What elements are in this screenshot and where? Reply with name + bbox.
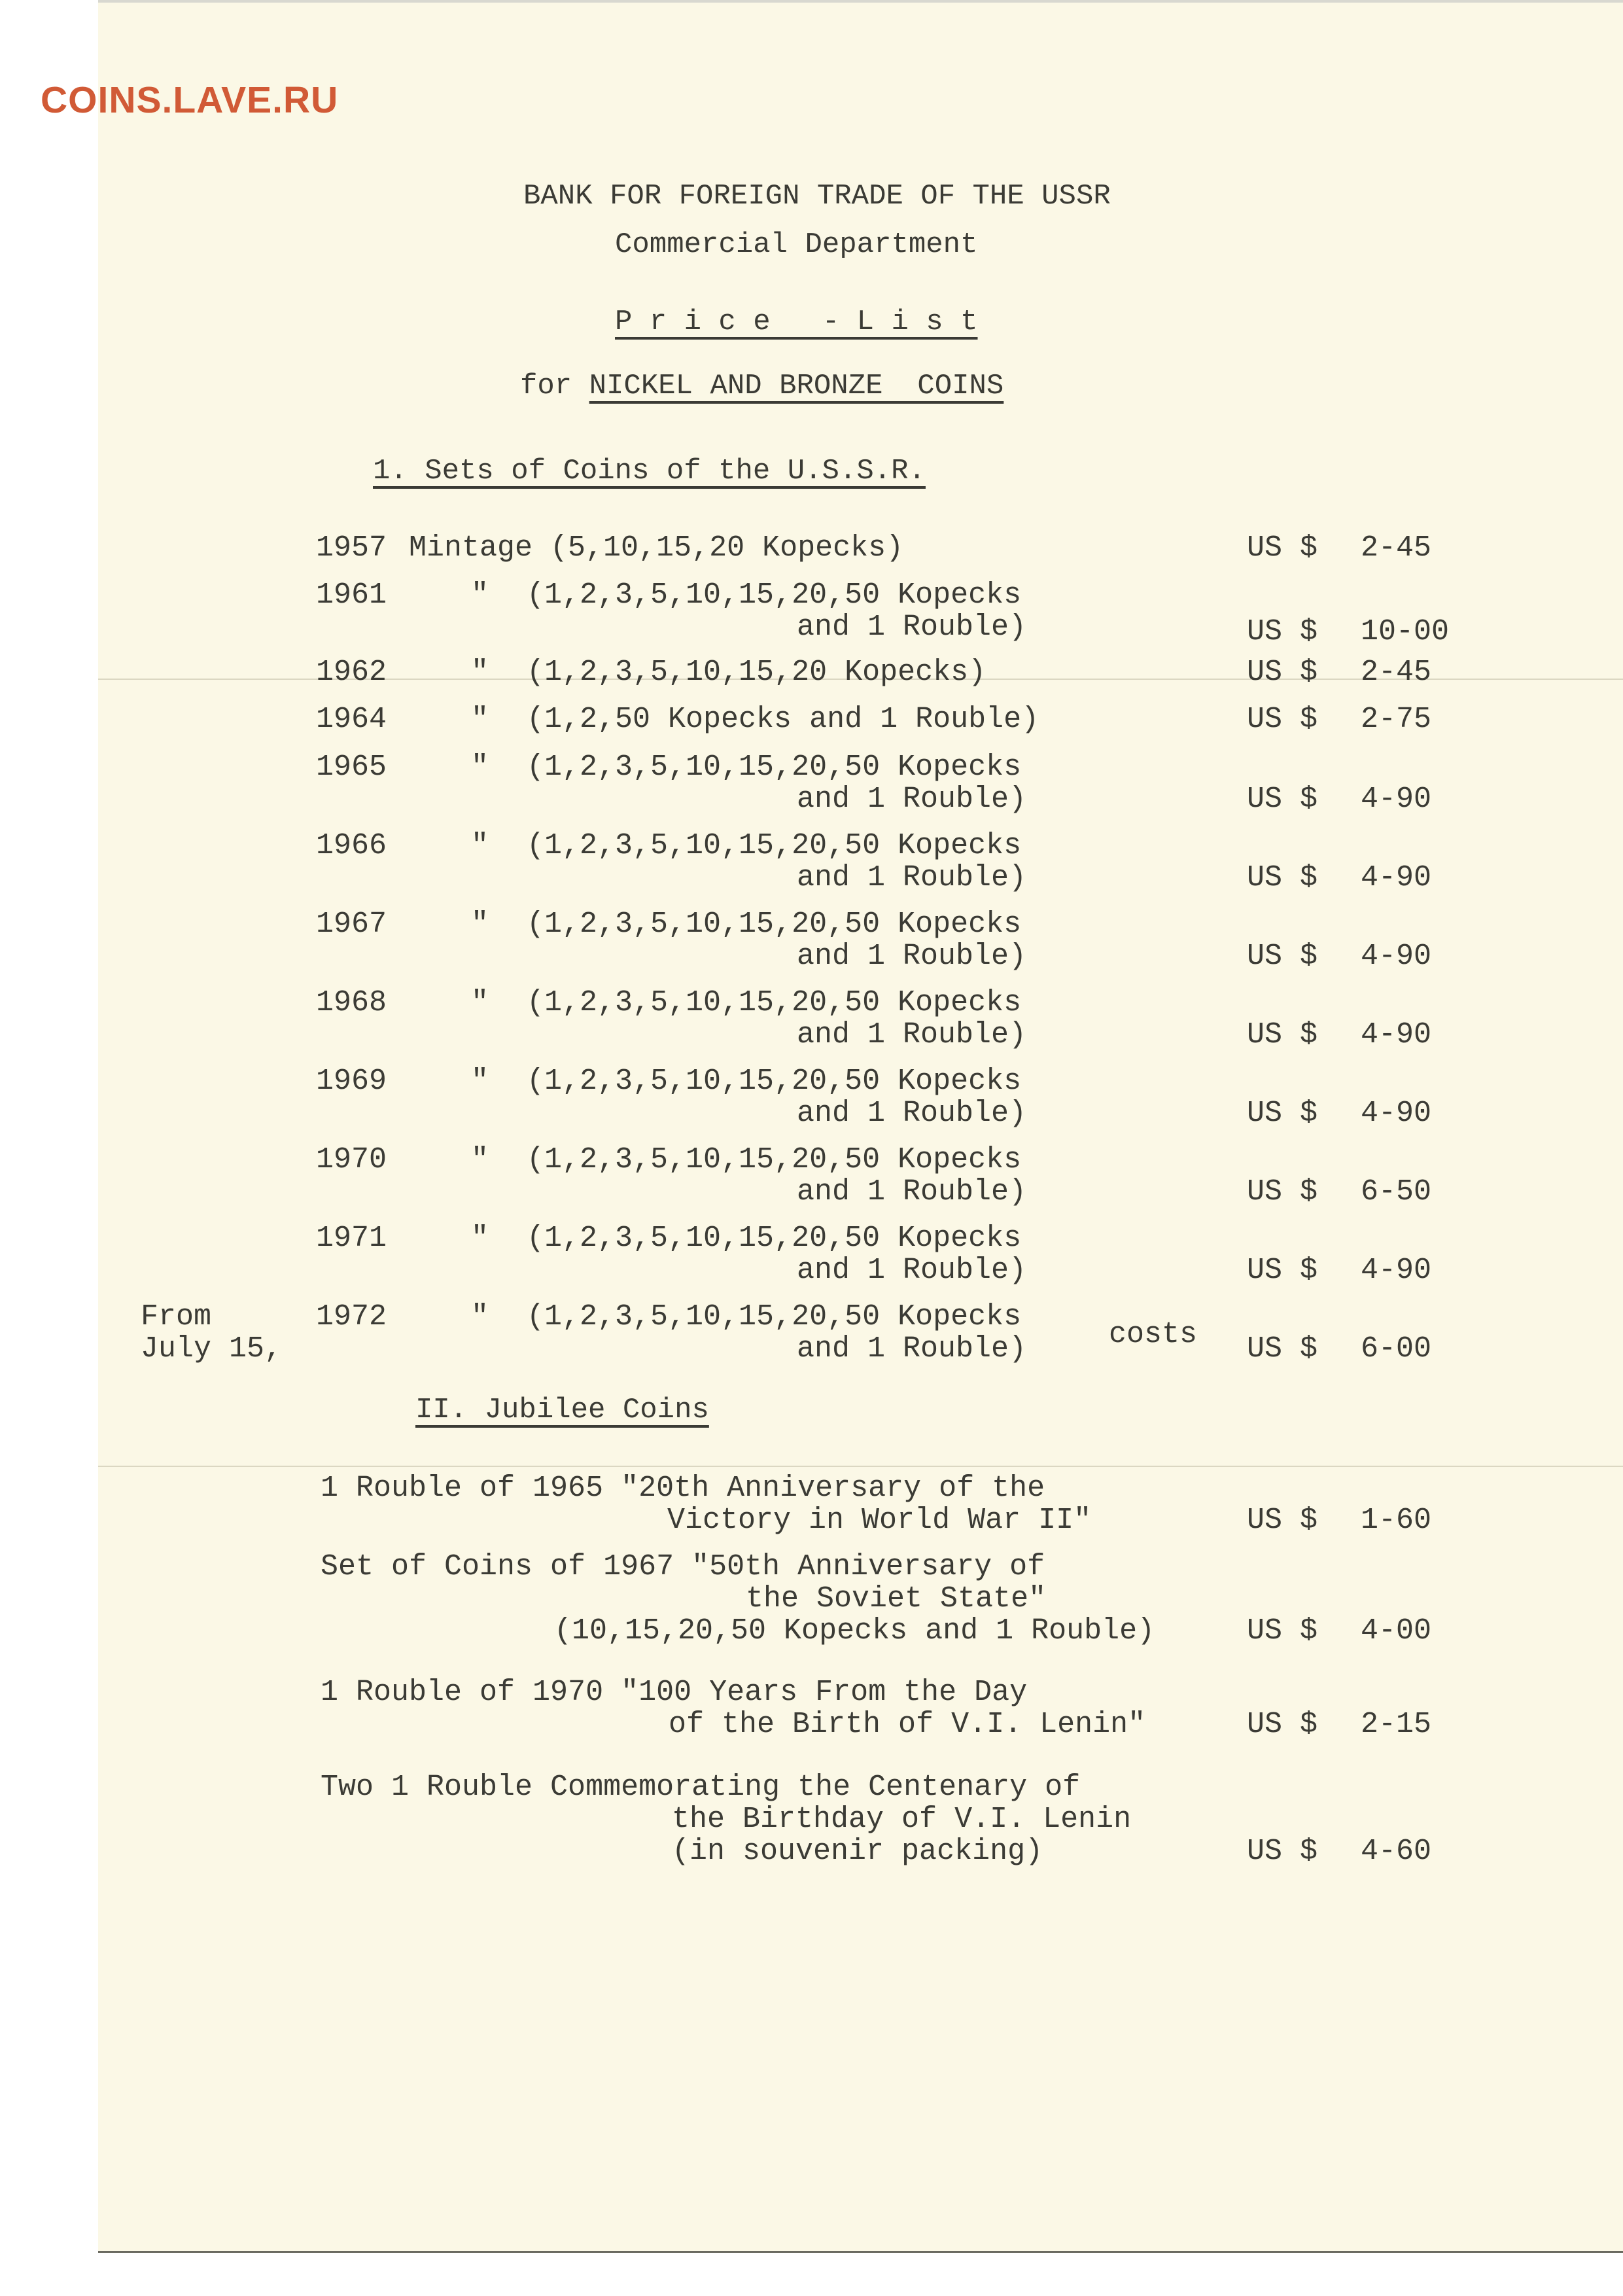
row-currency: US $ xyxy=(1247,656,1318,689)
row-currency: US $ xyxy=(1247,861,1318,894)
department-name: Commercial Department xyxy=(615,228,978,261)
ditto-mark: " xyxy=(471,1222,489,1255)
row-currency: US $ xyxy=(1247,1175,1318,1209)
date-note-cont: July 15, xyxy=(141,1332,283,1366)
ditto-mark: " xyxy=(471,908,489,941)
row-price: 10-00 xyxy=(1361,615,1450,648)
row-description: (1,2,3,5,10,15,20,50 Kopecks xyxy=(527,908,1022,941)
ditto-mark: " xyxy=(471,1300,489,1333)
item-currency: US $ xyxy=(1247,1835,1318,1868)
row-description: (1,2,3,5,10,15,20,50 Kopecks xyxy=(527,1143,1022,1176)
row-description-cont: and 1 Rouble) xyxy=(797,1175,1027,1209)
row-currency: US $ xyxy=(1247,615,1318,648)
item-description: Set of Coins of 1967 "50th Anniversary of xyxy=(321,1550,1045,1583)
paper-top-edge xyxy=(98,0,1623,3)
ditto-mark: " xyxy=(471,986,489,1019)
row-description-cont: and 1 Rouble) xyxy=(797,1097,1027,1130)
row-price: 4-90 xyxy=(1361,1254,1432,1287)
bank-name: BANK FOR FOREIGN TRADE OF THE USSR xyxy=(523,180,1111,213)
row-description-cont: and 1 Rouble) xyxy=(797,1254,1027,1287)
document-subtitle xyxy=(520,372,1003,400)
row-price: 4-90 xyxy=(1361,783,1432,816)
row-description-cont: and 1 Rouble) xyxy=(797,940,1027,973)
row-price: 4-90 xyxy=(1361,940,1432,973)
row-description: (1,2,3,5,10,15,20,50 Kopecks xyxy=(527,986,1022,1019)
item-currency: US $ xyxy=(1247,1504,1318,1537)
item-price: 4-00 xyxy=(1361,1614,1432,1648)
item-currency: US $ xyxy=(1247,1614,1318,1648)
row-currency: US $ xyxy=(1247,703,1318,736)
row-currency: US $ xyxy=(1247,531,1318,565)
ditto-mark: " xyxy=(471,1065,489,1098)
ditto-mark: " xyxy=(471,703,489,736)
row-description: Mintage (5,10,15,20 Kopecks) xyxy=(409,531,904,565)
row-price: 2-45 xyxy=(1361,656,1432,689)
ditto-mark: " xyxy=(471,578,489,612)
item-description-cont: (in souvenir packing) xyxy=(672,1835,1043,1868)
ditto-mark: " xyxy=(471,656,489,689)
document-title: P r i c e - L i s t xyxy=(615,306,978,338)
row-price: 4-90 xyxy=(1361,1018,1432,1051)
row-description: (1,2,3,5,10,15,20,50 Kopecks xyxy=(527,1222,1022,1255)
row-year: 1961 xyxy=(316,578,387,612)
row-year: 1964 xyxy=(316,703,387,736)
item-description: 1 Rouble of 1970 "100 Years From the Day xyxy=(321,1676,1028,1709)
ditto-mark: " xyxy=(471,1143,489,1176)
section-heading: II. Jubilee Coins xyxy=(415,1394,709,1426)
row-description: (1,2,50 Kopecks and 1 Rouble) xyxy=(527,703,1039,736)
row-description-cont: and 1 Rouble) xyxy=(797,783,1027,816)
row-currency: US $ xyxy=(1247,1097,1318,1130)
section-heading: 1. Sets of Coins of the U.S.S.R. xyxy=(373,455,926,487)
row-year: 1957 xyxy=(316,531,387,565)
ditto-mark: " xyxy=(471,829,489,862)
row-year: 1962 xyxy=(316,656,387,689)
costs-note: costs xyxy=(1109,1318,1198,1351)
item-description-cont: Victory in World War II" xyxy=(667,1504,1092,1537)
row-year: 1967 xyxy=(316,908,387,941)
watermark: COINS.LAVE.RU xyxy=(41,79,339,121)
row-description: (1,2,3,5,10,15,20,50 Kopecks xyxy=(527,829,1022,862)
paper-fold-line xyxy=(98,1466,1623,1467)
row-year: 1969 xyxy=(316,1065,387,1098)
row-description-cont: and 1 Rouble) xyxy=(797,610,1027,644)
row-price: 6-00 xyxy=(1361,1332,1432,1366)
row-year: 1971 xyxy=(316,1222,387,1255)
row-description-cont: and 1 Rouble) xyxy=(797,1332,1027,1366)
ditto-mark: " xyxy=(471,751,489,784)
row-description: (1,2,3,5,10,15,20,50 Kopecks xyxy=(527,1300,1022,1333)
date-note: From xyxy=(141,1300,212,1333)
row-price: 2-45 xyxy=(1361,531,1432,565)
row-currency: US $ xyxy=(1247,1254,1318,1287)
row-description-cont: and 1 Rouble) xyxy=(797,1018,1027,1051)
item-description: 1 Rouble of 1965 "20th Anniversary of the xyxy=(321,1472,1045,1505)
row-year: 1965 xyxy=(316,751,387,784)
row-currency: US $ xyxy=(1247,1018,1318,1051)
row-price: 4-90 xyxy=(1361,1097,1432,1130)
row-currency: US $ xyxy=(1247,783,1318,816)
row-description: (1,2,3,5,10,15,20,50 Kopecks xyxy=(527,578,1022,612)
row-year: 1972 xyxy=(316,1300,387,1333)
row-description: (1,2,3,5,10,15,20,50 Kopecks xyxy=(527,751,1022,784)
row-currency: US $ xyxy=(1247,1332,1318,1366)
row-year: 1970 xyxy=(316,1143,387,1176)
subtitle-main: NICKEL AND BRONZE COINS xyxy=(589,370,1004,402)
item-description-cont: the Birthday of V.I. Lenin xyxy=(672,1803,1132,1836)
row-currency: US $ xyxy=(1247,940,1318,973)
item-price: 4-60 xyxy=(1361,1835,1432,1868)
row-price: 2-75 xyxy=(1361,703,1432,736)
item-description-cont: the Soviet State" xyxy=(746,1582,1047,1616)
item-price: 2-15 xyxy=(1361,1708,1432,1741)
row-year: 1968 xyxy=(316,986,387,1019)
item-price: 1-60 xyxy=(1361,1504,1432,1537)
row-description-cont: and 1 Rouble) xyxy=(797,861,1027,894)
row-description: (1,2,3,5,10,15,20,50 Kopecks xyxy=(527,1065,1022,1098)
item-currency: US $ xyxy=(1247,1708,1318,1741)
item-description-cont: (10,15,20,50 Kopecks and 1 Rouble) xyxy=(554,1614,1155,1648)
item-description: Two 1 Rouble Commemorating the Centenary of xyxy=(321,1771,1081,1804)
item-description-cont: of the Birth of V.I. Lenin" xyxy=(669,1708,1146,1741)
row-price: 4-90 xyxy=(1361,861,1432,894)
subtitle-prefix: for xyxy=(520,370,572,402)
row-year: 1966 xyxy=(316,829,387,862)
row-price: 6-50 xyxy=(1361,1175,1432,1209)
row-description: (1,2,3,5,10,15,20 Kopecks) xyxy=(527,656,986,689)
